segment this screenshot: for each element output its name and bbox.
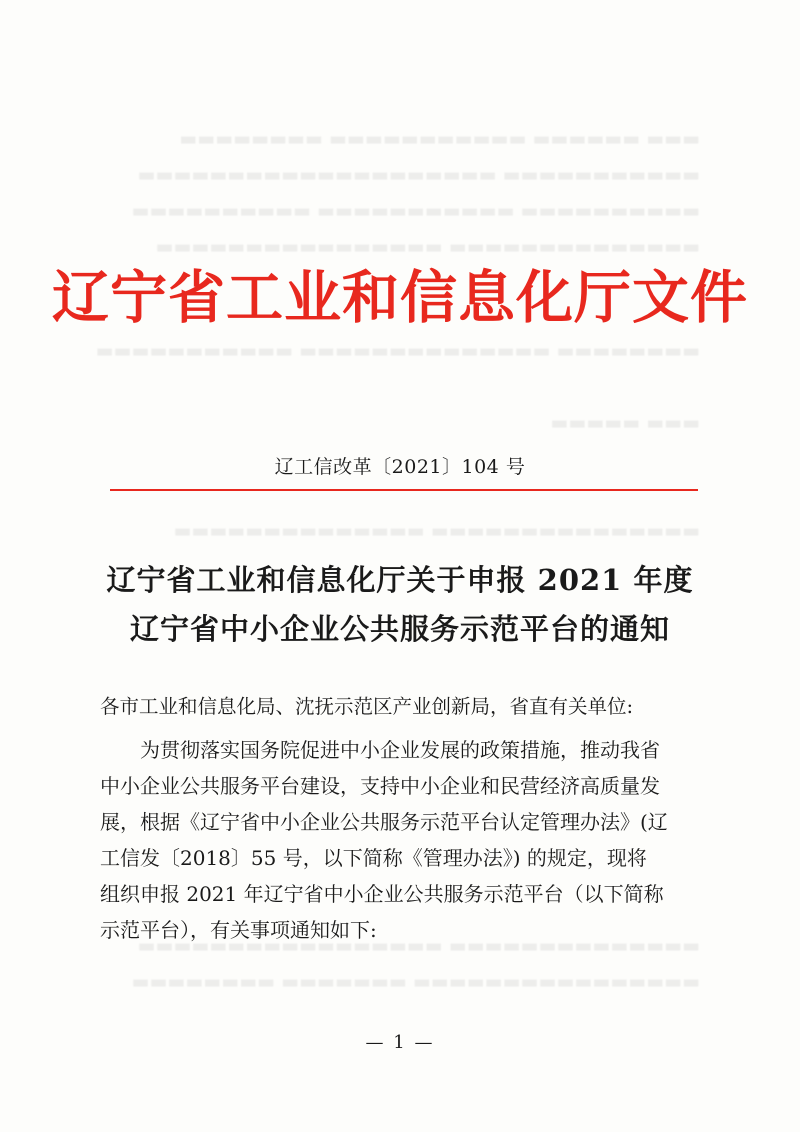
- bleed-through-texture: ▬▬▬▬▬▬▬▬▬▬ ▬▬▬▬▬▬▬▬▬▬▬ ▬▬▬▬▬▬▬▬▬▬: [131, 200, 700, 222]
- body-paragraph-line: 示范平台），有关事项通知如下:: [100, 918, 377, 942]
- bleed-through-texture: ▬▬▬ ▬▬▬▬▬: [550, 412, 700, 434]
- page-number: — 1 —: [365, 1032, 435, 1053]
- salutation: 各市工业和信息化局、沈抚示范区产业创新局，省直有关单位:: [100, 695, 634, 718]
- red-divider-line: [110, 489, 698, 491]
- notice-title-line-1: 辽宁省工业和信息化厅关于申报 2021 年度: [106, 563, 694, 597]
- bleed-through-texture: ▬▬▬▬▬▬▬▬▬▬▬▬▬▬▬▬ ▬▬▬▬▬▬▬ ▬▬▬▬▬▬▬▬: [131, 971, 700, 993]
- body-paragraph-line: 展，根据《辽宁省中小企业公共服务示范平台认定管理办法》(辽: [100, 810, 668, 834]
- notice-title-line-2: 辽宁省中小企业公共服务示范平台的通知: [129, 612, 670, 646]
- body-paragraph-line: 中小企业公共服务平台建设，支持中小企业和民营经济高质量发: [100, 774, 660, 798]
- document-number: 辽工信改革〔2021〕104 号: [274, 456, 526, 478]
- body-paragraph-line: 工信发〔2018〕55 号，以下简称《管理办法》) 的规定，现将: [100, 846, 647, 870]
- body-paragraph-line: 为贯彻落实国务院促进中小企业发展的政策措施，推动我省: [140, 738, 660, 762]
- bleed-through-texture: ▬▬▬▬▬▬▬▬ ▬▬▬▬▬▬▬▬▬▬▬▬▬▬ ▬▬▬▬▬▬▬▬▬▬▬: [95, 340, 700, 362]
- bleed-through-texture: ▬▬▬▬▬▬▬▬▬▬▬▬▬▬ ▬▬▬▬▬▬▬▬▬▬▬▬▬▬▬▬▬: [137, 935, 700, 957]
- body-paragraph-line: 组织申报 2021 年辽宁省中小企业公共服务示范平台（以下简称: [100, 882, 664, 906]
- bleed-through-texture: ▬▬▬▬▬▬▬▬▬▬▬▬▬▬▬ ▬▬▬▬▬▬▬▬▬▬▬▬▬▬: [173, 520, 700, 542]
- document-header-title: 辽宁省工业和信息化厅文件: [52, 265, 748, 331]
- bleed-through-texture: ▬▬▬ ▬▬▬▬▬▬ ▬▬▬▬▬▬▬▬▬▬▬ ▬▬▬▬▬▬▬▬: [179, 128, 700, 150]
- bleed-through-texture: ▬▬▬▬▬▬▬▬▬▬▬▬▬▬ ▬▬▬▬▬▬▬▬▬▬▬▬▬▬▬▬: [155, 236, 700, 258]
- bleed-through-texture: ▬▬▬▬▬▬▬▬▬▬▬ ▬▬▬▬▬▬▬▬▬▬▬▬▬▬▬▬▬▬▬▬: [137, 164, 700, 186]
